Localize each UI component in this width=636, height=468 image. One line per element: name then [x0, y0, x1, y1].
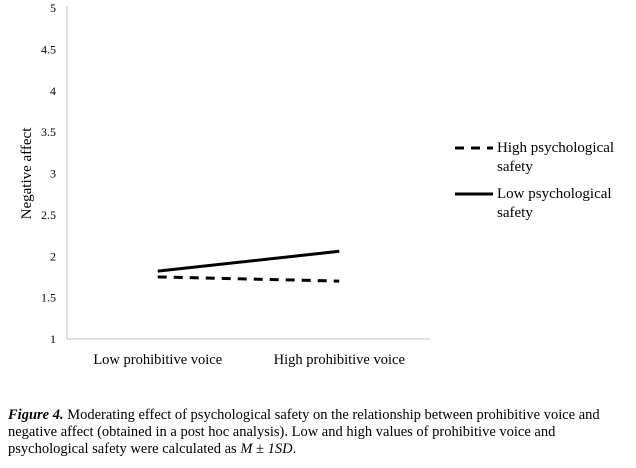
legend-label: safety — [497, 205, 533, 221]
legend-label: Low psychological — [497, 186, 612, 202]
figure-label: Figure 4. — [8, 407, 64, 423]
y-tick-label: 5 — [50, 1, 56, 15]
legend — [455, 140, 614, 221]
y-tick-label: 4.5 — [41, 42, 56, 57]
y-axis-ticks — [41, 1, 56, 346]
caption-formula-pm: ± — [252, 441, 268, 457]
x-tick-label: Low prohibitive voice — [93, 352, 223, 368]
x-axis-labels — [93, 352, 405, 368]
caption-formula-m: M — [240, 441, 253, 457]
y-tick-label: 3 — [50, 166, 56, 181]
y-tick-label: 2 — [50, 249, 56, 264]
y-tick-label: 1 — [50, 332, 56, 346]
y-tick-label: 2.5 — [41, 207, 56, 222]
legend-label: safety — [497, 159, 533, 175]
series-line-high-safety — [158, 277, 340, 281]
y-tick-label: 1.5 — [41, 290, 56, 305]
caption-end: . — [292, 441, 297, 457]
legend-label: High psychological — [497, 140, 615, 156]
y-tick-label: 4 — [50, 83, 56, 98]
caption-text: Moderating effect of psychological safety on the relationship between prohibitive voice and negative affect (obtained in a post hoc analysis). Low and high values of prohibitive voice and psychological safety were calculated as — [8, 407, 600, 457]
series-lines — [158, 251, 340, 281]
y-tick-label: 3.5 — [41, 125, 56, 140]
x-tick-label: High prohibitive voice — [273, 352, 405, 368]
figure-caption — [8, 407, 630, 458]
series-line-low-safety — [158, 251, 340, 271]
y-axis-title: Negative affect — [19, 127, 35, 220]
caption-formula-sd: 1SD — [267, 441, 293, 457]
